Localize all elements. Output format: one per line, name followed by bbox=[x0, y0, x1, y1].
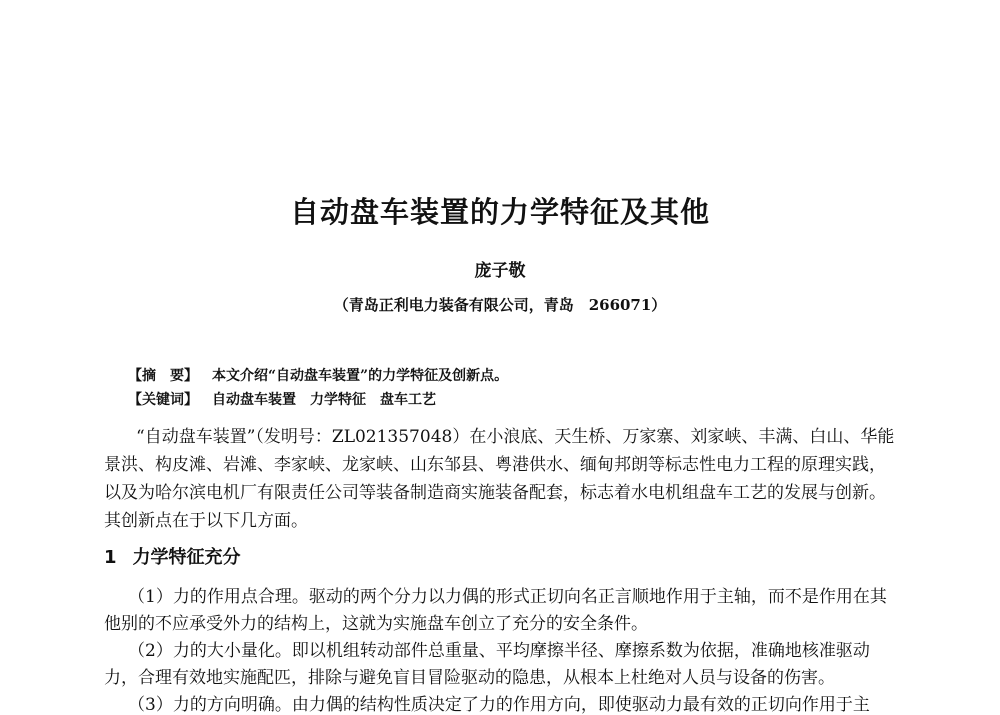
author-affiliation: （青岛正利电力装备有限公司，青岛 266071） bbox=[333, 296, 667, 314]
paragraph-line: 他别的不应承受外力的结构上，这就为实施盘车创立了充分的安全条件。 bbox=[104, 614, 648, 634]
abstract bbox=[128, 365, 508, 385]
paragraph-line: （2）力的大小量化。即以机组转动部件总重量、平均摩擦半径、摩擦系数为依据，准确地核准驱动 bbox=[128, 641, 870, 661]
section-title: 力学特征充分 bbox=[132, 547, 241, 568]
abstract-text: 本文介绍“自动盘车装置”的力学特征及创新点。 bbox=[212, 368, 509, 384]
paragraph-line: （1）力的作用点合理。驱动的两个分力以力偶的形式正切向名正言顺地作用于主轴，而不是作用在其 bbox=[128, 587, 887, 607]
abstract-label: 【摘 要】 bbox=[128, 368, 198, 384]
paragraph-line: “自动盘车装置”（发明号：ZL021357048）在小浪底、天生桥、万家寨、刘家峡、丰满、白山、华能 bbox=[136, 427, 895, 447]
keywords bbox=[128, 389, 436, 409]
keywords-text: 自动盘车装置 力学特征 盘车工艺 bbox=[212, 392, 436, 408]
paragraph-line: 其创新点在于以下几方面。 bbox=[104, 511, 308, 531]
paragraph-line: 以及为哈尔滨电机厂有限责任公司等装备制造商实施装备配套，标志着水电机组盘车工艺的发展与创新。 bbox=[104, 483, 886, 503]
paragraph-line: 力，合理有效地实施配匹，排除与避免盲目冒险驱动的隐患，从根本上杜绝对人员与设备的伤害。 bbox=[104, 668, 835, 688]
section-heading bbox=[104, 543, 241, 569]
keywords-label: 【关键词】 bbox=[128, 392, 198, 408]
paragraph-line: （3）力的方向明确。由力偶的结构性质决定了力的作用方向，即使驱动力最有效的正切向作用于主 bbox=[128, 695, 870, 715]
paragraph-line: 景洪、构皮滩、岩滩、李家峡、龙家峡、山东邹县、粤港供水、缅甸邦朗等标志性电力工程的原理实践， bbox=[104, 455, 886, 475]
author-name: 庞子敬 bbox=[474, 261, 526, 281]
paper-title: 自动盘车装置的力学特征及其他 bbox=[289, 195, 710, 229]
section-number: 1 bbox=[104, 547, 117, 568]
